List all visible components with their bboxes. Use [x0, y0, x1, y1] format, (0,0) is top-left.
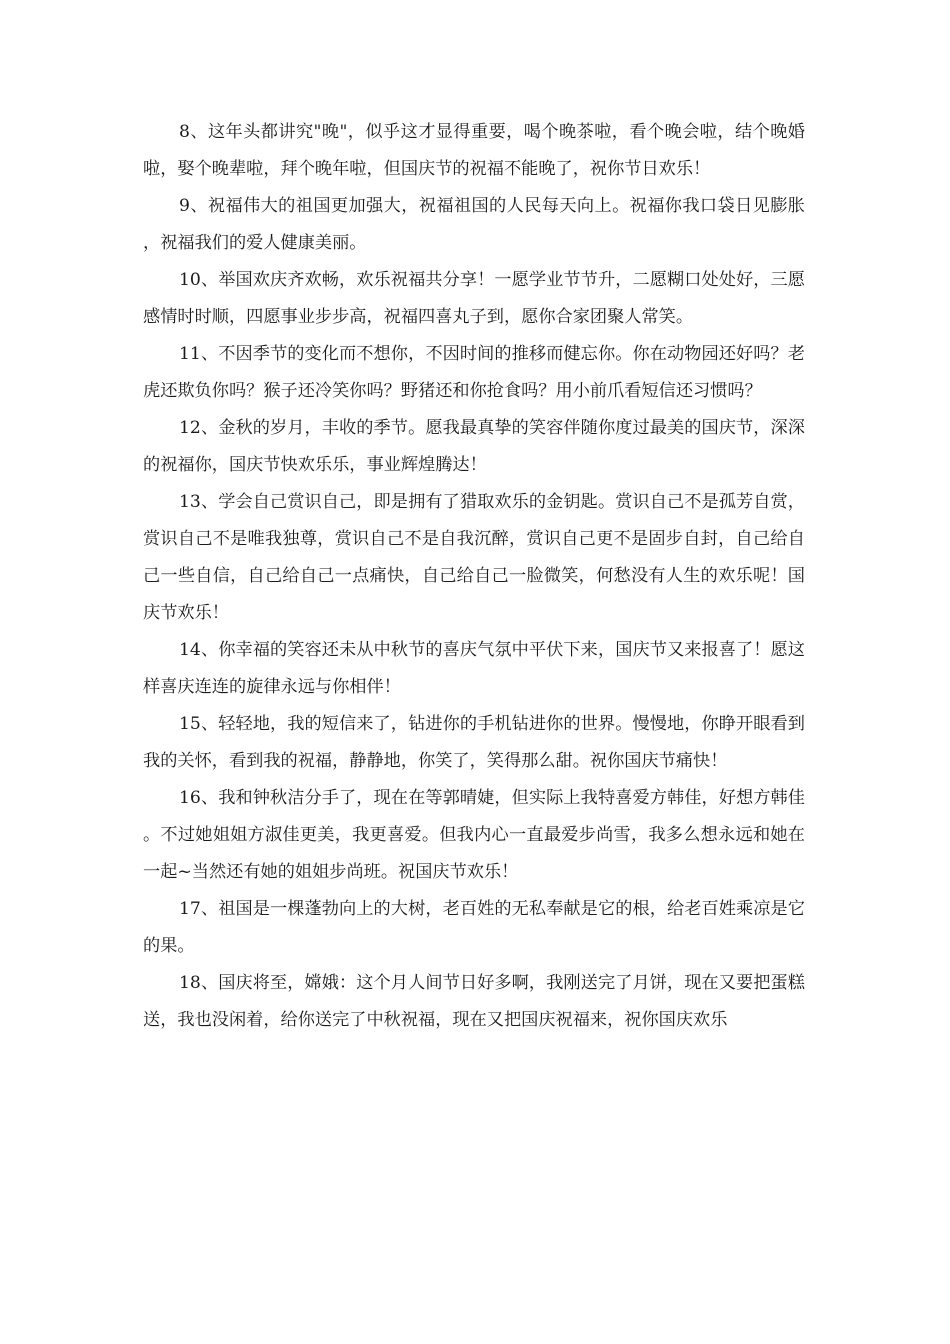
- paragraph-10: 10、举国欢庆齐欢畅，欢乐祝福共分享！一愿学业节节升，二愿糊口处处好，三愿感情时时顺，四愿事业步步高，祝福四喜丸子到，愿你合家团聚人常笑。: [143, 270, 805, 327]
- paragraph-18: 18、国庆将至，嫦娥：这个月人间节日好多啊，我刚送完了月饼，现在又要把蛋糕送，我也没闲着，给你送完了中秋祝福，现在又把国庆祝福来，祝你国庆欢乐: [143, 973, 805, 1030]
- paragraph-12: 12、金秋的岁月，丰收的季节。愿我最真挚的笑容伴随你度过最美的国庆节，深深的祝福你，国庆节快欢乐乐，事业辉煌腾达！: [143, 418, 805, 475]
- paragraph-15: 15、轻轻地，我的短信来了，钻进你的手机钻进你的世界。慢慢地，你睁开眼看到我的关怀，看到我的祝福，静静地，你笑了，笑得那么甜。祝你国庆节痛快！: [143, 714, 805, 771]
- paragraph-16: 16、我和钟秋洁分手了，现在在等郭晴婕，但实际上我特喜爱方韩佳，好想方韩佳。不过她姐姐方淑佳更美，我更喜爱。但我内心一直最爱步尚雪，我多么想永远和她在一起~当然还有她的姐姐步尚班。祝国庆节欢乐！: [143, 788, 805, 882]
- paragraph-8: 8、这年头都讲究"晚"，似乎这才显得重要，喝个晚茶啦，看个晚会啦，结个晚婚啦，娶个晚辈啦，拜个晚年啦，但国庆节的祝福不能晚了，祝你节日欢乐！: [143, 122, 805, 179]
- paragraph-13: 13、学会自己赏识自己，即是拥有了猎取欢乐的金钥匙。赏识自己不是孤芳自赏，赏识自己不是唯我独尊，赏识自己不是自我沉醉，赏识自己更不是固步自封，自己给自己一些自信，自己给自己一点痛快，自己给自己一脸微笑，何愁没有人生的欢乐呢！国庆节欢乐！: [143, 492, 805, 623]
- document-body: [143, 114, 805, 1039]
- paragraph-9: 9、祝福伟大的祖国更加强大，祝福祖国的人民每天向上。祝福你我口袋日见膨胀，祝福我们的爱人健康美丽。: [143, 196, 805, 253]
- paragraph-17: 17、祖国是一棵蓬勃向上的大树，老百姓的无私奉献是它的根，给老百姓乘凉是它的果。: [143, 899, 805, 956]
- paragraph-11: 11、不因季节的变化而不想你，不因时间的推移而健忘你。你在动物园还好吗？老虎还欺负你吗？猴子还冷笑你吗？野猪还和你抢食吗？用小前爪看短信还习惯吗？: [143, 344, 805, 401]
- paragraph-14: 14、你幸福的笑容还未从中秋节的喜庆气氛中平伏下来，国庆节又来报喜了！愿这样喜庆连连的旋律永远与你相伴！: [143, 640, 805, 697]
